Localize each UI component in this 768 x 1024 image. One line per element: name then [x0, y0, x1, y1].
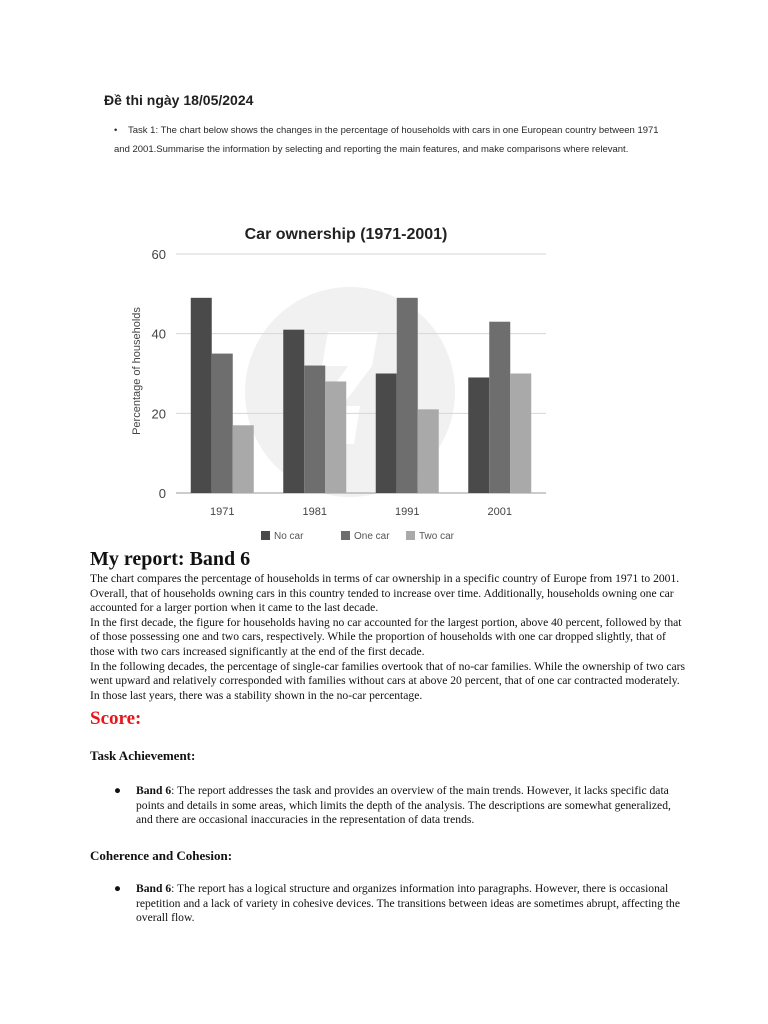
y-tick-label: 20: [151, 406, 166, 422]
y-axis-label: Percentage of households: [131, 307, 143, 435]
bar-no-car-1991: [376, 374, 397, 494]
task-achievement-item: [114, 784, 684, 828]
bullet-icon: ●: [114, 784, 122, 797]
band-label: Band 6: [136, 882, 172, 895]
bar-one-car-1991: [397, 298, 418, 493]
chart-title: Car ownership (1971-2001): [244, 226, 448, 243]
legend-label: No car: [274, 531, 304, 542]
bar-no-car-2001: [468, 377, 489, 493]
legend-swatch: [341, 531, 350, 540]
bar-two-car-1981: [325, 381, 346, 493]
coherence-item: [114, 882, 684, 926]
report-title: My report: Band 6: [90, 548, 251, 570]
legend: [261, 531, 455, 542]
bar-two-car-2001: [510, 374, 531, 494]
band-label: Band 6: [136, 784, 172, 797]
y-tick-label: 40: [151, 326, 166, 342]
legend-swatch: [261, 531, 270, 540]
legend-swatch: [406, 531, 415, 540]
report-paragraph: The chart compares the percentage of households in terms of car ownership in a specific country of Europe from 1971 to 2001. Overall, that of households owning cars in this country tended to increase over time. Additionally, households owning one car accounted for a larger portion when it came to the last decade.: [90, 572, 680, 615]
y-tick-label: 60: [151, 247, 166, 262]
coherence-title: Coherence and Cohesion:: [90, 848, 233, 863]
report-body: [90, 572, 690, 703]
task-text: Task 1: The chart below shows the changes in the percentage of households with cars in one European country between 1971 and 2001.Summarise the information by selecting and reporting the main features, and make comparisons where relevant.: [114, 125, 659, 155]
x-tick-label: 1981: [302, 506, 327, 518]
x-tick-label: 1991: [395, 506, 420, 518]
chart-container: [116, 194, 576, 548]
x-tick-label: 1971: [210, 506, 235, 518]
bar-two-car-1991: [418, 409, 439, 493]
bullet-icon: ●: [114, 882, 122, 895]
coherence-text: : The report has a logical structure and organizes information into paragraphs. However, there is occasional repetition and a lack of variety in cohesive devices. The transitions between ideas are sometimes abrupt, affecting the overall flow.: [136, 882, 680, 925]
x-tick-label: 2001: [487, 506, 512, 518]
legend-label: Two car: [419, 531, 455, 542]
y-tick-label: 0: [158, 486, 166, 501]
bar-no-car-1981: [283, 330, 304, 493]
task-description: [114, 121, 674, 159]
bar-chart: [116, 194, 576, 548]
bar-one-car-1981: [304, 366, 325, 493]
page-heading: Đề thi ngày 18/05/2024: [104, 92, 254, 108]
task-bullet: •: [114, 125, 118, 136]
legend-label: One car: [354, 531, 390, 542]
x-axis-ticks: [210, 506, 512, 518]
task-achievement-title: Task Achievement:: [90, 748, 196, 763]
bar-one-car-1971: [212, 354, 233, 493]
bar-two-car-1971: [233, 425, 254, 493]
y-axis-ticks: [152, 247, 166, 501]
bar-no-car-1971: [191, 298, 212, 493]
score-title: Score:: [90, 708, 142, 729]
bar-one-car-2001: [489, 322, 510, 493]
report-paragraph: In the first decade, the figure for households having no car accounted for the largest portion, above 40 percent, followed by that of those possessing one and two cars, respectively. While the proportion of households with one car dropped slightly, that of those with two cars increased significantly at the end of the first decade.: [90, 615, 682, 658]
task-achievement-text: : The report addresses the task and provides an overview of the main trends. However, it lacks specific data points and details in some areas, which limits the depth of the analysis. The descriptions are somewhat generalized, and there are occasional inaccuracies in the representation of data trends.: [136, 784, 671, 827]
report-paragraph: In the following decades, the percentage of single-car families overtook that of no-car families. While the ownership of two cars went upward and relatively corresponded with families without cars at above 20 percent, that of one car contracted moderately. In those last years, there was a stability shown in the no-car percentage.: [90, 659, 686, 702]
